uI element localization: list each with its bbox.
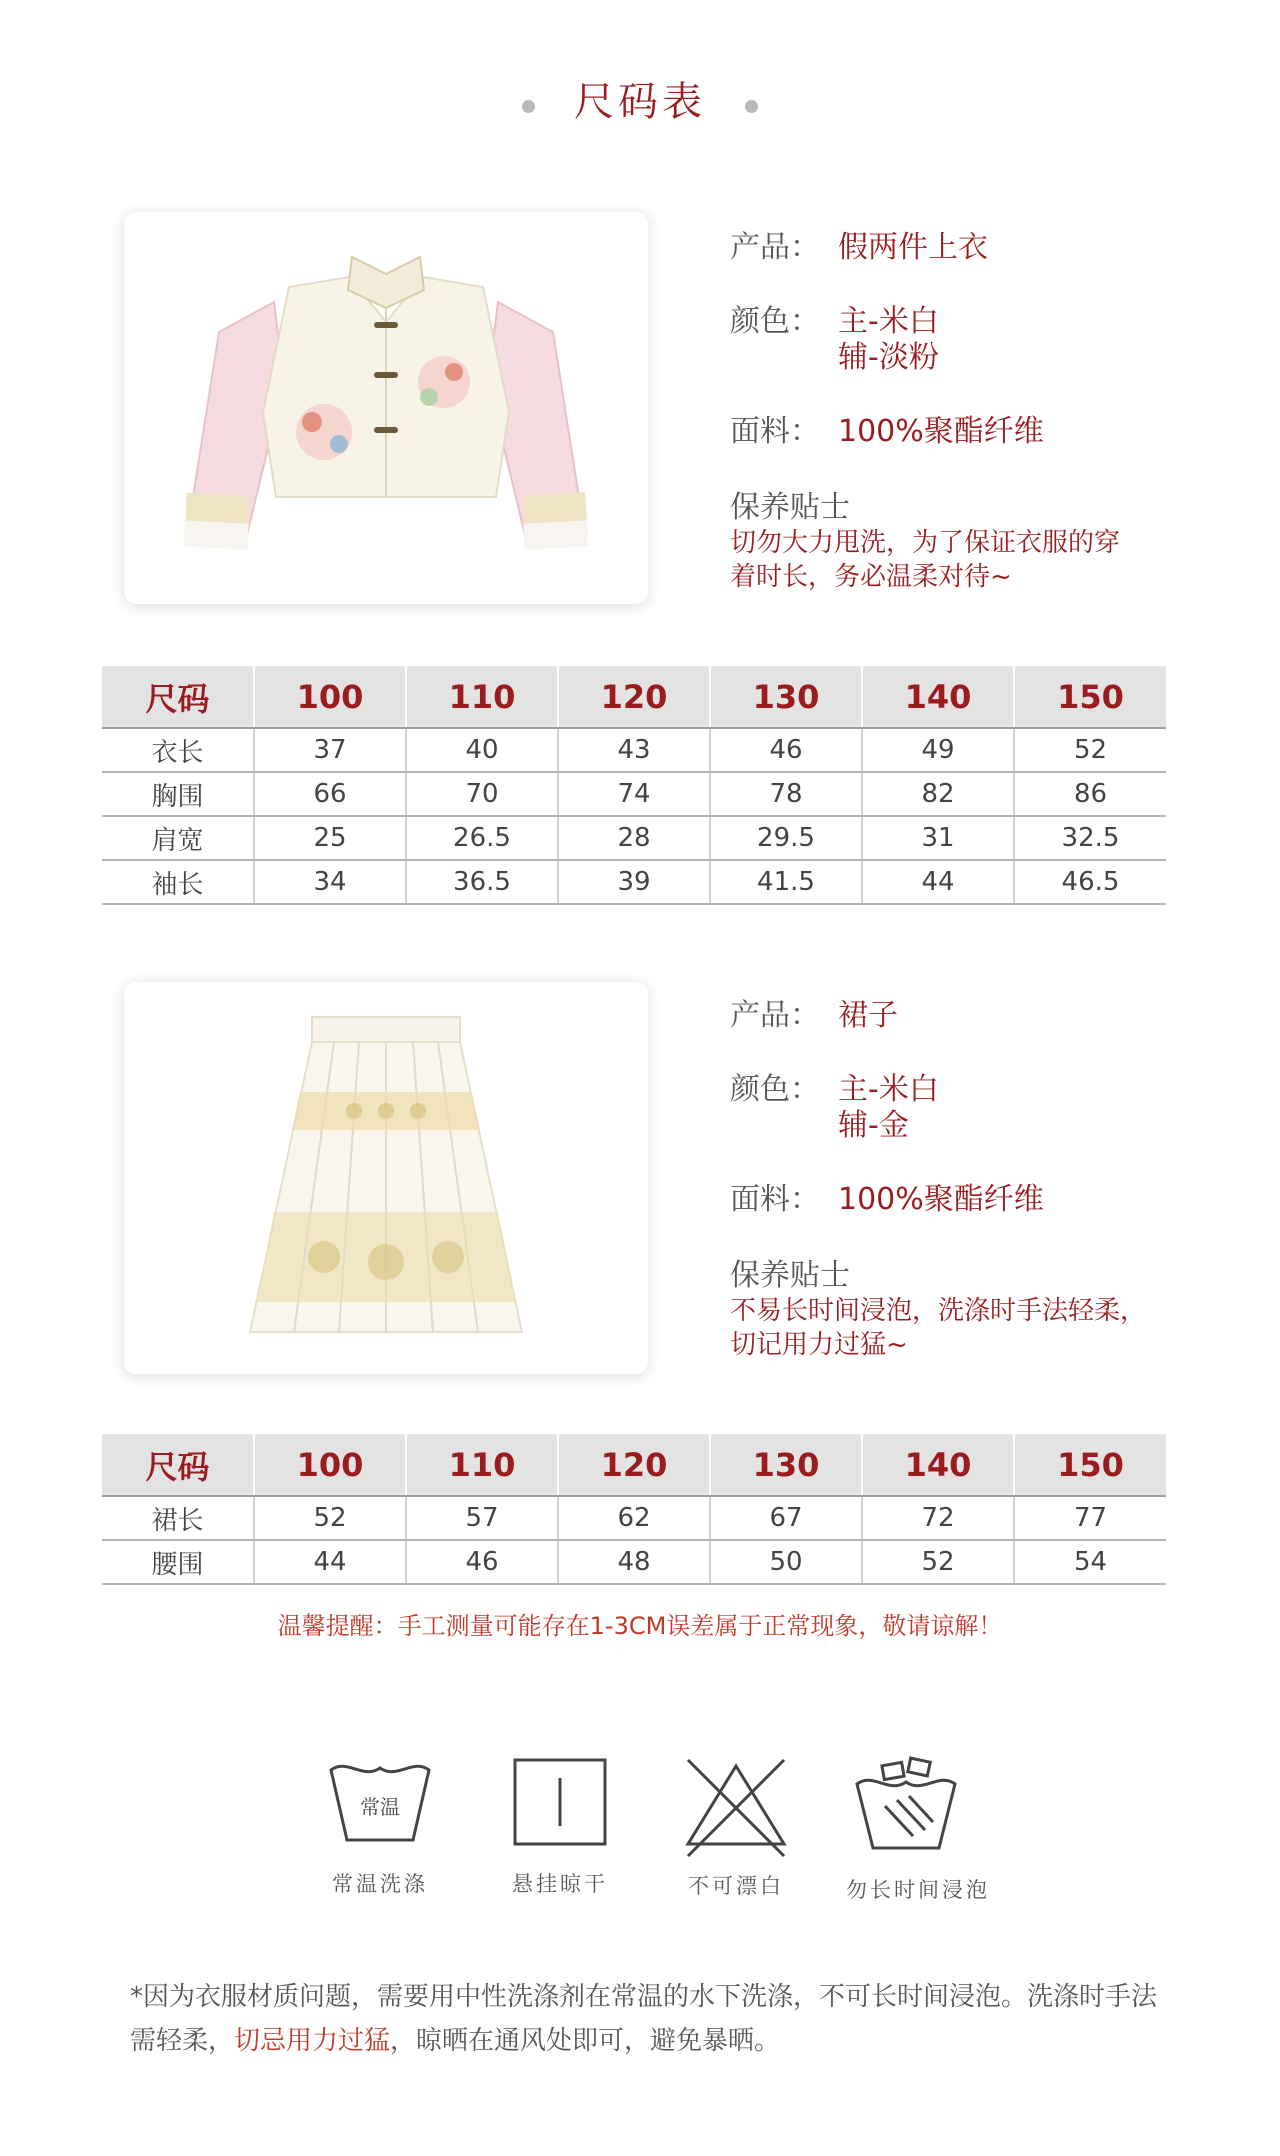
color-label: 颜色： — [730, 304, 820, 339]
table-cell: 26.5 — [406, 816, 558, 860]
footnote-highlight: 切忌用力过猛 — [234, 2026, 391, 2056]
table-header-cell: 110 — [406, 666, 558, 728]
table-cell: 46 — [406, 1540, 558, 1584]
row-label: 肩宽 — [102, 816, 254, 860]
table-cell: 66 — [254, 772, 406, 816]
table-header-cell: 150 — [1014, 1434, 1166, 1496]
table-cell: 67 — [710, 1496, 862, 1540]
table-header-cell: 150 — [1014, 666, 1166, 728]
table-cell: 49 — [862, 728, 1014, 772]
row-label: 胸围 — [102, 772, 254, 816]
table-cell: 52 — [862, 1540, 1014, 1584]
table-header-row — [102, 666, 1166, 728]
table-row — [102, 728, 1166, 772]
table-cell: 46.5 — [1014, 860, 1166, 904]
table-cell: 57 — [406, 1496, 558, 1540]
fabric-value: 100%聚酯纤维 — [838, 1182, 1044, 1217]
row-label: 袖长 — [102, 860, 254, 904]
table-cell: 36.5 — [406, 860, 558, 904]
table-cell: 77 — [1014, 1496, 1166, 1540]
table-row — [102, 1496, 1166, 1540]
care-label: 不可漂白 — [688, 1874, 784, 1898]
row-label: 衣长 — [102, 728, 254, 772]
no-long-soak-icon — [851, 1756, 961, 1852]
care-item-wash — [320, 1756, 440, 1898]
table-cell: 34 — [254, 860, 406, 904]
table-cell: 48 — [558, 1540, 710, 1584]
table-cell: 62 — [558, 1496, 710, 1540]
table-cell: 39 — [558, 860, 710, 904]
care-tip-line: 切记用力过猛~ — [730, 1330, 908, 1360]
care-label: 勿长时间浸泡 — [846, 1878, 990, 1902]
wash-icon-text: 常温 — [360, 1795, 400, 1819]
table-cell: 40 — [406, 728, 558, 772]
table-cell: 41.5 — [710, 860, 862, 904]
table-header-cell: 130 — [710, 1434, 862, 1496]
color-label: 颜色： — [730, 1072, 820, 1107]
table-cell: 43 — [558, 728, 710, 772]
table-cell: 52 — [1014, 728, 1166, 772]
table-cell: 86 — [1014, 772, 1166, 816]
table-cell: 44 — [254, 1540, 406, 1584]
care-item-soak — [846, 1756, 990, 1904]
no-bleach-icon — [676, 1756, 796, 1860]
table-cell: 44 — [862, 860, 1014, 904]
care-label: 常温洗涤 — [332, 1872, 428, 1896]
measurement-notice: 温馨提醒：手工测量可能存在1-3CM误差属于正常现象，敬请谅解！ — [277, 1612, 1003, 1640]
table-cell: 25 — [254, 816, 406, 860]
skirt-product-image — [124, 982, 648, 1374]
table-cell: 37 — [254, 728, 406, 772]
product-name: 裙子 — [838, 998, 898, 1033]
hang-dry-icon — [505, 1756, 615, 1846]
care-tip-title: 保养贴士 — [730, 490, 850, 525]
skirt-illustration — [124, 982, 648, 1374]
care-tip-title: 保养贴士 — [730, 1258, 850, 1293]
table-header-cell: 尺码 — [102, 666, 254, 728]
care-tip-line: 着时长，务必温柔对待~ — [730, 562, 1012, 592]
table-row — [102, 816, 1166, 860]
care-footnote — [130, 1975, 1160, 2063]
table-cell: 32.5 — [1014, 816, 1166, 860]
title-dot-left — [522, 100, 535, 113]
table-cell: 46 — [710, 728, 862, 772]
row-label: 腰围 — [102, 1540, 254, 1584]
table-header-cell: 100 — [254, 1434, 406, 1496]
care-tip-line: 不易长时间浸泡，洗涤时手法轻柔， — [730, 1296, 1147, 1326]
skirt-size-table — [102, 1434, 1166, 1585]
table-row — [102, 1540, 1166, 1584]
table-cell: 52 — [254, 1496, 406, 1540]
table-cell: 78 — [710, 772, 862, 816]
table-header-row — [102, 1434, 1166, 1496]
product-label: 产品： — [730, 998, 820, 1033]
row-label: 裙长 — [102, 1496, 254, 1540]
color-aux: 辅-淡粉 — [838, 340, 939, 375]
color-main: 主-米白 — [838, 304, 939, 339]
table-row — [102, 860, 1166, 904]
table-header-cell: 130 — [710, 666, 862, 728]
top-product-image — [124, 212, 648, 604]
table-row — [102, 772, 1166, 816]
title-dot-right — [745, 100, 758, 113]
table-header-cell: 尺码 — [102, 1434, 254, 1496]
table-header-cell: 110 — [406, 1434, 558, 1496]
table-cell: 82 — [862, 772, 1014, 816]
table-header-cell: 140 — [862, 1434, 1014, 1496]
table-cell: 31 — [862, 816, 1014, 860]
top-garment-illustration — [124, 212, 648, 604]
footnote-text: *因为衣服材质问题，需要用中性洗涤剂在常温的水下洗涤，不可长时间浸泡。洗涤时手法需轻柔， — [130, 1982, 1158, 2056]
table-cell: 74 — [558, 772, 710, 816]
table-header-cell: 100 — [254, 666, 406, 728]
product-label: 产品： — [730, 230, 820, 265]
color-main: 主-米白 — [838, 1072, 939, 1107]
page-title: 尺码表 — [574, 79, 706, 125]
care-item-hang — [500, 1756, 620, 1898]
fabric-label: 面料： — [730, 1182, 820, 1217]
table-header-cell: 120 — [558, 1434, 710, 1496]
table-cell: 50 — [710, 1540, 862, 1584]
normal-temp-wash-icon — [325, 1756, 435, 1846]
table-cell: 70 — [406, 772, 558, 816]
table-header-cell: 120 — [558, 666, 710, 728]
care-label: 悬挂晾干 — [512, 1872, 608, 1896]
fabric-value: 100%聚酯纤维 — [838, 414, 1044, 449]
fabric-label: 面料： — [730, 414, 820, 449]
table-cell: 29.5 — [710, 816, 862, 860]
table-header-cell: 140 — [862, 666, 1014, 728]
table-cell: 28 — [558, 816, 710, 860]
color-aux: 辅-金 — [838, 1108, 909, 1143]
care-tip-line: 切勿大力甩洗，为了保证衣服的穿 — [730, 528, 1121, 558]
table-cell: 72 — [862, 1496, 1014, 1540]
title-row — [0, 70, 1280, 127]
table-cell: 54 — [1014, 1540, 1166, 1584]
care-item-bleach — [676, 1756, 796, 1900]
top-size-table — [102, 666, 1166, 905]
footnote-text: ，晾晒在通风处即可，避免暴晒。 — [390, 2026, 781, 2056]
product-name: 假两件上衣 — [838, 230, 988, 265]
